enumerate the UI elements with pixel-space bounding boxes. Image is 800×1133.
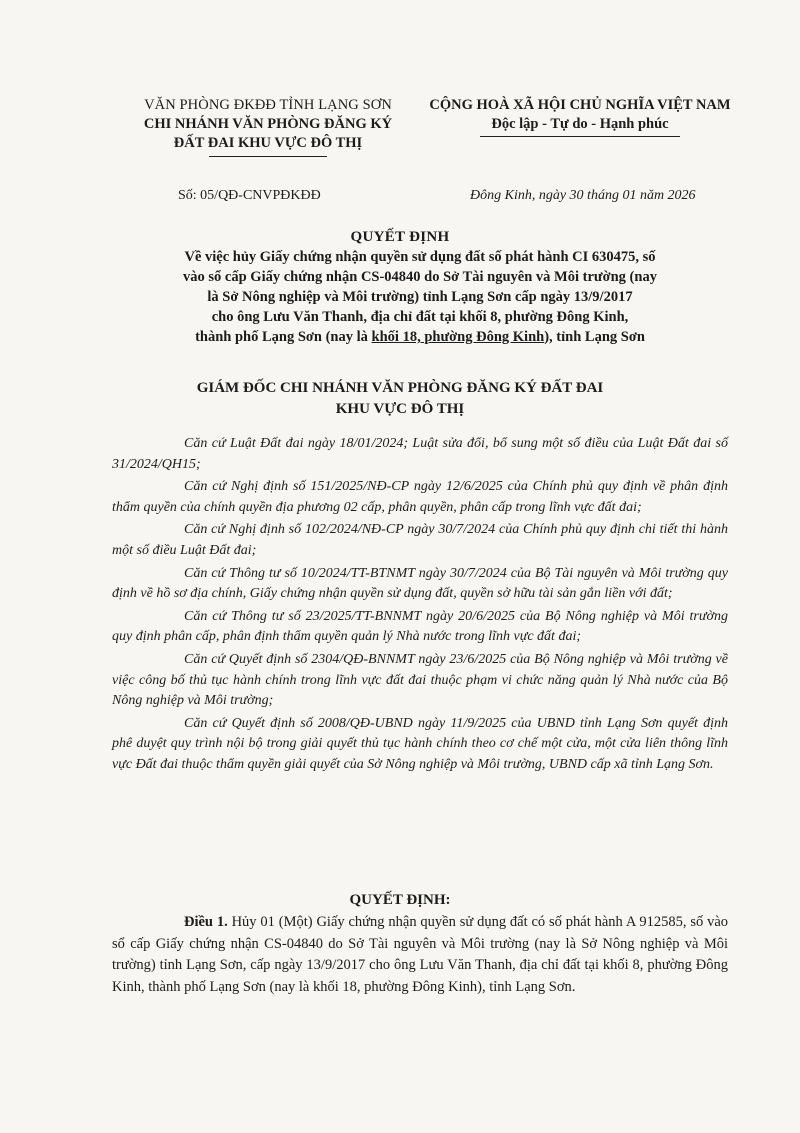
issuing-agency-block — [118, 96, 418, 157]
country-name: CỘNG HOÀ XÃ HỘI CHỦ NGHĨA VIỆT NAM — [429, 97, 731, 113]
article-1 — [112, 912, 728, 998]
subject-line: vào sổ cấp Giấy chứng nhận CS-04840 do Sở Tài nguyên và Môi trường (nay — [183, 269, 657, 285]
subject-text: thành phố Lạng Sơn (nay là — [195, 329, 372, 345]
legal-basis-item: Căn cứ Nghị định số 151/2025/NĐ-CP ngày 12/6/2025 của Chính phủ quy định về phân định thẩm quyền của chính quyền địa phương 02 cấp, phân quyền, phân cấp trong lĩnh vực đất đai; — [112, 479, 728, 515]
subject-line: là Sở Nông nghiệp và Môi trường) tỉnh Lạng Sơn cấp ngày 13/9/2017 — [207, 289, 633, 305]
subject-underlined-address: khối 18, phường Đông Kinh — [371, 329, 545, 345]
agency-name-line1: CHI NHÁNH VĂN PHÒNG ĐĂNG KÝ — [143, 116, 393, 132]
subject-line: Về việc hủy Giấy chứng nhận quyền sử dụng đất số phát hành CI 630475, số — [184, 249, 656, 265]
document-subject — [110, 247, 730, 347]
motto-underline — [480, 136, 680, 137]
agency-name-line2: ĐẤT ĐAI KHU VỰC ĐÔ THỊ — [173, 135, 363, 151]
legal-basis-item: Căn cứ Quyết định số 2304/QĐ-BNNMT ngày 23/6/2025 của Bộ Nông nghiệp và Môi trường về việc công bố thủ tục hành chính trong lĩnh vực đất đai thuộc phạm vi chức năng quản lý Nhà nước của Bộ Nông nghiệp và Môi trường; — [112, 651, 728, 709]
authority-line: KHU VỰC ĐÔ THỊ — [335, 401, 465, 417]
legal-basis-item: Căn cứ Quyết định số 2008/QĐ-UBND ngày 11/9/2025 của UBND tỉnh Lạng Sơn quyết định phê duyệt quy trình nội bộ trong giải quyết thủ tục hành chính theo cơ chế một cửa, một cửa liên thông lĩnh vực Đất đai thuộc thẩm quyền giải quyết của Sở Nông nghiệp và Môi trường, UBND cấp xã tỉnh Lạng Sơn. — [112, 715, 728, 772]
document-number: Số: 05/QĐ-CNVPĐKĐĐ — [178, 188, 321, 203]
article-paragraph — [112, 912, 728, 998]
motto: Độc lập - Tự do - Hạnh phúc — [491, 116, 669, 132]
legal-basis-item: Căn cứ Luật Đất đai ngày 18/01/2024; Luật sửa đổi, bổ sung một số điều của Luật Đất đai số 31/2024/QH15; — [112, 436, 728, 472]
authority-heading — [0, 378, 800, 420]
place-date: Đông Kinh, ngày 30 tháng 01 năm 2026 — [470, 188, 696, 203]
parent-agency-name: VĂN PHÒNG ĐKĐĐ TỈNH LẠNG SƠN — [144, 97, 392, 113]
authority-line: GIÁM ĐỐC CHI NHÁNH VĂN PHÒNG ĐĂNG KÝ ĐẤT ĐAI — [196, 380, 604, 396]
subject-line — [110, 327, 730, 347]
document-title: QUYẾT ĐỊNH — [350, 229, 450, 245]
legal-bases — [112, 434, 728, 778]
subject-text: ), tỉnh Lạng Sơn — [544, 329, 645, 345]
agency-underline — [209, 156, 327, 157]
decision-heading: QUYẾT ĐỊNH: — [349, 892, 451, 908]
legal-basis-item: Căn cứ Nghị định số 102/2024/NĐ-CP ngày 30/7/2024 của Chính phủ quy định chi tiết thi hành một số điều Luật Đất đai; — [112, 522, 728, 558]
article-label: Điều 1. — [184, 914, 228, 930]
legal-basis-item: Căn cứ Thông tư số 10/2024/TT-BTNMT ngày 30/7/2024 của Bộ Tài nguyên và Môi trường quy định về hồ sơ địa chính, Giấy chứng nhận quyền sử dụng đất, quyền sở hữu tài sản gắn liền với đất; — [112, 565, 728, 602]
legal-basis-item: Căn cứ Thông tư số 23/2025/TT-BNNMT ngày 20/6/2025 của Bộ Nông nghiệp và Môi trường quy định phân cấp, phân định thẩm quyền quản lý Nhà nước trong lĩnh vực đất đai; — [112, 608, 728, 645]
article-text: Hủy 01 (Một) Giấy chứng nhận quyền sử dụng đất có số phát hành A 912585, số vào sổ cấp Giấy chứng nhận CS-04840 do Sở Tài nguyên và Môi trường (nay là Sở Nông nghiệp và Môi trường) tỉnh Lạng Sơn, cấp ngày 13/9/2017 cho ông Lưu Văn Thanh, địa chỉ đất tại khối 8, phường Đông Kinh, thành phố Lạng Sơn (nay là khối 18, phường Đông Kinh), tỉnh Lạng Sơn. — [112, 914, 729, 995]
subject-line: cho ông Lưu Văn Thanh, địa chỉ đất tại khối 8, phường Đông Kinh, — [211, 309, 629, 325]
national-header-block — [415, 96, 745, 137]
